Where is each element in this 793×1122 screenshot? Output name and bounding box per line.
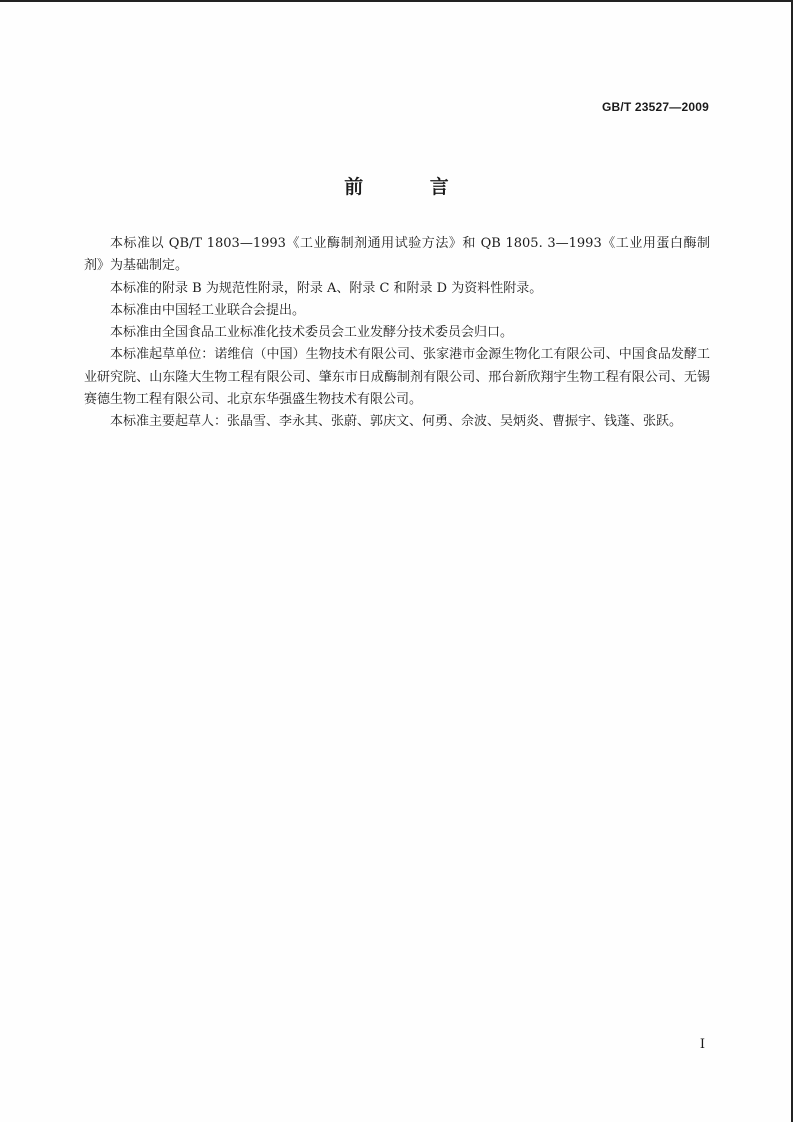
foreword-body: [84, 233, 710, 434]
paragraph-proposer: 本标准由中国轻工业联合会提出。: [110, 302, 306, 318]
paragraph-drafters: 本标准主要起草人：张晶雪、李永其、张蔚、郭庆文、何勇、佘波、吴炳炎、曹振宇、钱蓬、张跃。: [110, 414, 683, 430]
page-number: I: [699, 1037, 705, 1052]
page-title: 前 言: [344, 176, 479, 198]
paragraph-annexes: 本标准的附录 B 为规范性附录，附录 A、附录 C 和附录 D 为资料性附录。: [110, 280, 543, 296]
paragraph-basis: 本标准以 QB/T 1803—1993《工业酶制剂通用试验方法》和 QB 1805. 3—1993《工业用蛋白酶制剂》为基础制定。: [84, 236, 710, 274]
standard-code: GB/T 23527—2009: [601, 100, 709, 114]
scan-edge-top: [0, 0, 793, 2]
paragraph-administrator: 本标准由全国食品工业标准化技术委员会工业发酵分技术委员会归口。: [110, 325, 514, 341]
paragraph-drafting-units: 本标准起草单位：诺维信（中国）生物技术有限公司、张家港市金源生物化工有限公司、中国食品发酵工业研究院、山东隆大生物工程有限公司、肇东市日成酶制剂有限公司、邢台新欣翔宇生物工程有限公司、无锡赛德生物工程有限公司、北京东华强盛生物技术有限公司。: [84, 347, 710, 408]
